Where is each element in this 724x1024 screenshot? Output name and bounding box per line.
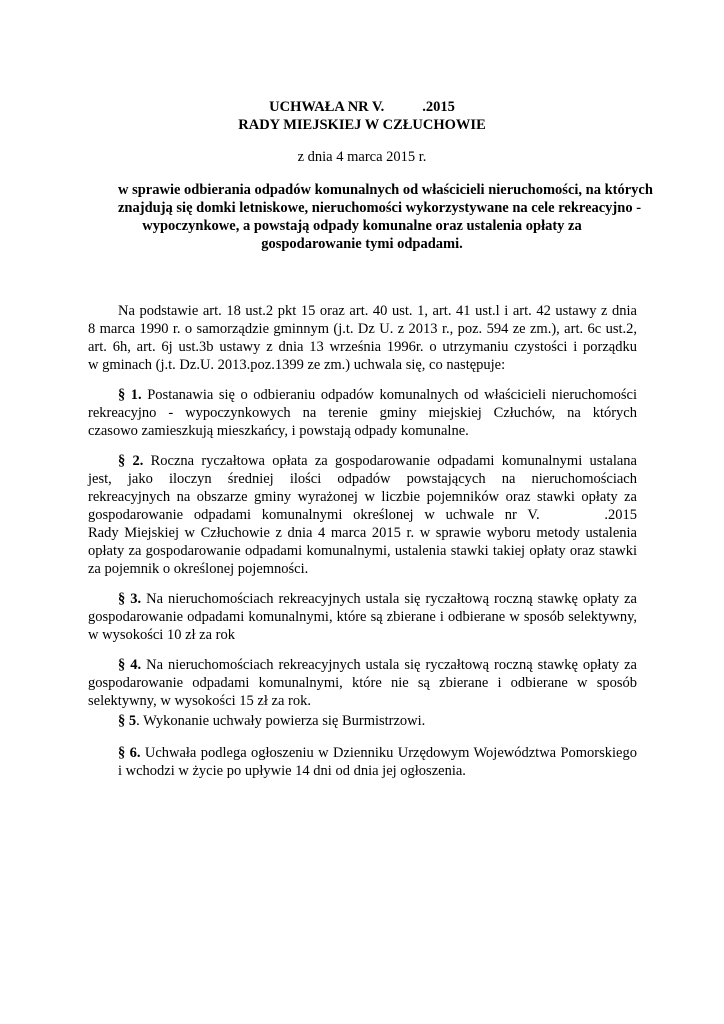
section-line: i wchodzi w życie po upływie 14 dni od dnia jej ogłoszenia. — [118, 763, 466, 779]
subject-line: wypoczynkowe, a powstają odpady komunalne oraz ustalenia opłaty za — [142, 218, 582, 234]
section-line: gospodarowanie odpadami komunalnymi, które nie są zbierane i odbierane w sposób — [88, 675, 637, 691]
section-line: Rady Miejskiej w Człuchowie z dnia 4 marca 2015 r. w sprawie wyboru metody ustalenia — [88, 525, 637, 541]
resolution-subject — [118, 181, 653, 253]
section-6 — [88, 744, 637, 780]
resolution-title — [0, 98, 724, 116]
subject-line: gospodarowanie tymi odpadami. — [261, 236, 463, 252]
section-mark: § 3. — [118, 591, 142, 607]
section-line: rekreacyjnych na obszarze gminy wyrażonej w liczbie pojemników oraz stawki opłaty za — [88, 489, 637, 505]
section-line: gospodarowanie odpadami komunalnymi, które są zbierane i odbierane w sposób selektywny, — [88, 609, 637, 625]
section-line: czasowo zamieszkują mieszkańcy, i powstają odpady komunalne. — [88, 423, 469, 439]
section-5 — [88, 712, 637, 730]
section-line: jest, jako iloczyn średniej ilości odpadów powstających na nieruchomościach — [88, 471, 637, 487]
section-line: w wysokości 10 zł za rok — [88, 627, 235, 643]
council-name: RADY MIEJSKIEJ W CZŁUCHOWIE — [238, 117, 486, 133]
section-line: gospodarowanie odpadami komunalnymi określonej w uchwale nr V. .2015 — [88, 507, 637, 523]
section-4 — [88, 656, 637, 710]
section-line: opłaty za gospodarowanie odpadami komunalnymi, ustalenia stawki takiej opłaty oraz stawki — [88, 543, 637, 559]
section-3 — [88, 590, 637, 644]
section-line: rekreacyjno - wypoczynkowych na terenie gminy miejskiej Człuchów, na których — [88, 405, 637, 421]
preamble-line: w gminach (j.t. Dz.U. 2013.poz.1399 ze zm.) uchwala się, co następuje: — [88, 357, 506, 373]
section-line: Roczna ryczałtowa opłata za gospodarowanie odpadami komunalnymi ustalana — [143, 453, 637, 469]
section-mark: § 2. — [118, 453, 144, 469]
section-mark: § 1. — [118, 387, 142, 403]
preamble-line: Na podstawie art. 18 ust.2 pkt 15 oraz art. 40 ust. 1, art. 41 ust.l i art. 42 ustawy z dnia — [118, 303, 637, 319]
resolution-date: z dnia 4 marca 2015 r. — [297, 149, 427, 165]
resolution-number-prefix: UCHWAŁA NR V. — [269, 99, 385, 115]
preamble-line: 8 marca 1990 r. o samorządzie gminnym (j.t. Dz U. z 2013 r., poz. 594 ze zm.), art. 6c ust.2, — [88, 321, 637, 337]
section-mark: § 5 — [118, 713, 137, 729]
section-line: . Wykonanie uchwały powierza się Burmistrzowi. — [136, 713, 426, 729]
section-line: Uchwała podlega ogłoszeniu w Dzienniku Urzędowym Województwa Pomorskiego — [140, 745, 637, 761]
subject-line: znajdują się domki letniskowe, nieruchomości wykorzystywane na cele rekreacyjno - — [118, 200, 642, 216]
section-line: Na nieruchomościach rekreacyjnych ustala się ryczałtową roczną stawkę opłaty za — [141, 657, 637, 673]
preamble-line: art. 6h, art. 6j ust.3b ustawy z dnia 13 września 1996r. o utrzymaniu czystości i porządku — [88, 339, 637, 355]
subject-line: w sprawie odbierania odpadów komunalnych od właścicieli nieruchomości, na których — [118, 182, 653, 198]
section-1 — [88, 386, 637, 440]
section-line: za pojemnik o określonej pojemności. — [88, 561, 309, 577]
section-mark: § 4. — [118, 657, 142, 673]
section-mark: § 6. — [118, 745, 141, 761]
preamble — [88, 302, 637, 374]
resolution-number-year: .2015 — [422, 99, 455, 115]
section-2 — [88, 452, 637, 578]
section-line: selektywny, w wysokości 15 zł za rok. — [88, 693, 311, 709]
section-line: Na nieruchomościach rekreacyjnych ustala się ryczałtową roczną stawkę opłaty za — [141, 591, 637, 607]
section-line: Postanawia się o odbieraniu odpadów komunalnych od właścicieli nieruchomości — [141, 387, 638, 403]
